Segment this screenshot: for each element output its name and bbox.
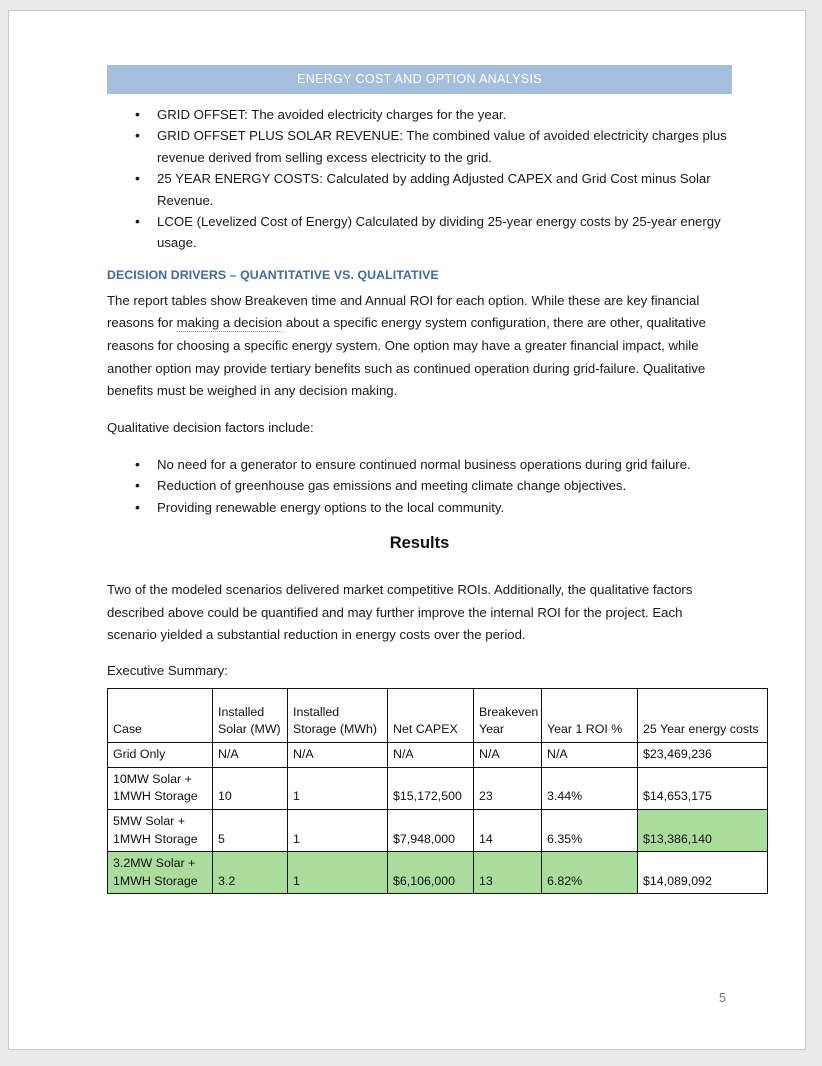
document-page xyxy=(8,10,806,1050)
page-content xyxy=(107,65,759,894)
table-row xyxy=(108,743,768,768)
cell-breakeven-highlighted: 13 xyxy=(474,852,542,894)
column-header-net-capex: Net CAPEX xyxy=(388,689,474,743)
cell-case: 5MW Solar + 1MWH Storage xyxy=(108,809,213,851)
cell-capex: $7,948,000 xyxy=(388,809,474,851)
cell-solar-highlighted: 3.2 xyxy=(213,852,288,894)
cell-storage: 1 xyxy=(288,809,388,851)
section-banner: ENERGY COST AND OPTION ANALYSIS xyxy=(107,65,732,94)
decision-drivers-paragraph xyxy=(107,290,732,404)
column-header-case: Case xyxy=(108,689,213,743)
cell-cost25-highlighted: $13,386,140 xyxy=(638,809,768,851)
list-item: • Reduction of greenhouse gas emissions and meeting climate change objectives. xyxy=(157,475,732,496)
cell-case: Grid Only xyxy=(108,743,213,768)
list-item: • GRID OFFSET: The avoided electricity charges for the year. xyxy=(157,104,732,125)
paragraph-text-after: about a specific energy system configuration, there are other, qualitative reasons for choosing a specific energy system. One option may have a greater financial impact, while another option may provide tertiary benefits such as continued operation during grid-failure. Qualitative benefits must be weighed in any decision making. xyxy=(107,315,706,399)
cell-solar: 5 xyxy=(213,809,288,851)
column-header-breakeven-year: Breakeven Year xyxy=(474,689,542,743)
cell-roi: 3.44% xyxy=(542,767,638,809)
cell-cost25: $14,653,175 xyxy=(638,767,768,809)
list-item: • Providing renewable energy options to the local community. xyxy=(157,497,732,518)
executive-summary-label: Executive Summary: xyxy=(107,663,228,679)
table-row xyxy=(108,809,768,851)
grammar-suggestion-text[interactable]: making a decision xyxy=(176,315,283,331)
column-header-25year-energy-costs: 25 Year energy costs xyxy=(638,689,768,743)
cell-solar: N/A xyxy=(213,743,288,768)
list-item: • 25 YEAR ENERGY COSTS: Calculated by adding Adjusted CAPEX and Grid Cost minus Solar Revenue. xyxy=(157,168,732,211)
decision-drivers-heading: DECISION DRIVERS – QUANTITATIVE VS. QUALITATIVE xyxy=(107,267,439,282)
page-number: 5 xyxy=(719,991,726,1005)
results-paragraph: Two of the modeled scenarios delivered market competitive ROIs. Additionally, the qualitative factors described above could be quantified and may further improve the internal ROI for the project. Each scenario yielded a substantial reduction in energy costs over the period. xyxy=(107,581,693,643)
cell-storage-highlighted: 1 xyxy=(288,852,388,894)
executive-summary-table xyxy=(107,688,768,894)
cell-breakeven: 23 xyxy=(474,767,542,809)
list-item: • No need for a generator to ensure continued normal business operations during grid failure. xyxy=(157,454,732,475)
cell-case-highlighted: 3.2MW Solar + 1MWH Storage xyxy=(108,852,213,894)
table-row xyxy=(108,767,768,809)
column-header-year1-roi: Year 1 ROI % xyxy=(542,689,638,743)
cell-capex: $15,172,500 xyxy=(388,767,474,809)
cell-capex: N/A xyxy=(388,743,474,768)
cell-breakeven: N/A xyxy=(474,743,542,768)
qualitative-factors-intro: Qualitative decision factors include: xyxy=(107,420,314,436)
table-header-row xyxy=(108,689,768,743)
column-header-installed-storage: Installed Storage (MWh) xyxy=(288,689,388,743)
paragraph-text-before: The report tables show Breakeven time and Annual ROI for each option. While these are key financial reasons for xyxy=(107,292,700,331)
qualitative-factors-list xyxy=(107,454,732,518)
cell-cost25: $14,089,092 xyxy=(638,852,768,894)
cell-cost25: $23,469,236 xyxy=(638,743,768,768)
cell-roi-highlighted: 6.82% xyxy=(542,852,638,894)
list-item: • LCOE (Levelized Cost of Energy) Calculated by dividing 25-year energy costs by 25-year energy usage. xyxy=(157,211,732,254)
list-item: • GRID OFFSET PLUS SOLAR REVENUE: The combined value of avoided electricity charges plus revenue derived from selling excess electricity to the grid. xyxy=(157,125,732,168)
table-row xyxy=(108,852,768,894)
cell-case: 10MW Solar + 1MWH Storage xyxy=(108,767,213,809)
cell-roi: N/A xyxy=(542,743,638,768)
cell-solar: 10 xyxy=(213,767,288,809)
definitions-list xyxy=(107,104,732,254)
cell-storage: 1 xyxy=(288,767,388,809)
column-header-installed-solar: Installed Solar (MW) xyxy=(213,689,288,743)
cell-storage: N/A xyxy=(288,743,388,768)
cell-capex-highlighted: $6,106,000 xyxy=(388,852,474,894)
results-title: Results xyxy=(389,533,450,552)
cell-breakeven: 14 xyxy=(474,809,542,851)
cell-roi: 6.35% xyxy=(542,809,638,851)
